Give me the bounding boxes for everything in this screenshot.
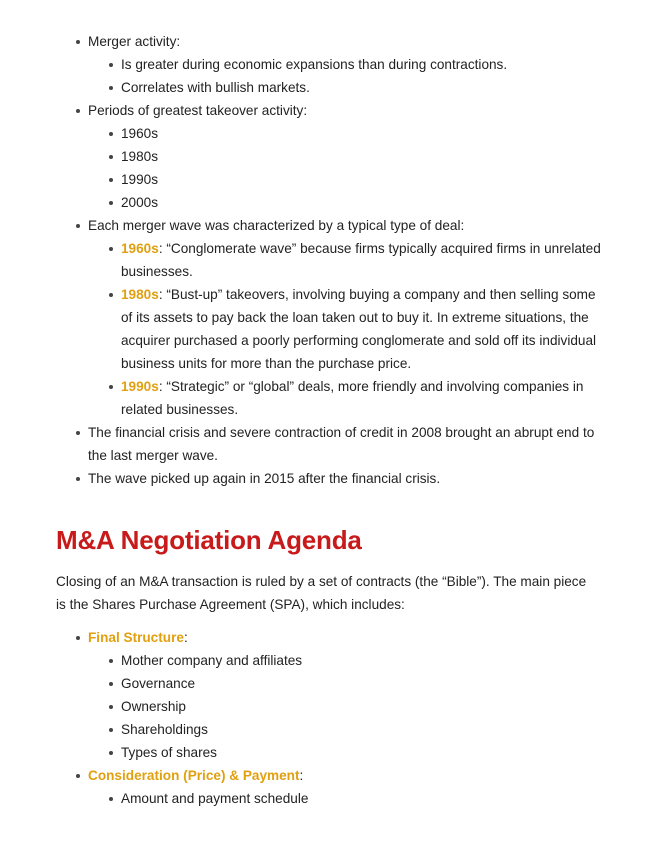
- final-structure-sublist: [121, 649, 608, 764]
- consideration-sublist: [121, 787, 608, 810]
- wave-description: : “Conglomerate wave” because firms typically acquired firms in unrelated businesses.: [121, 241, 601, 279]
- merger-activity-sublist: [121, 53, 608, 99]
- periods-sublist: [121, 122, 608, 214]
- wave-description: : “Strategic” or “global” deals, more friendly and involving companies in related businesses.: [121, 379, 584, 417]
- list-item: Is greater during economic expansions than during contractions.: [121, 53, 608, 76]
- list-item: 1960s: [121, 122, 608, 145]
- final-structure-label: Final Structure: [88, 630, 184, 645]
- list-item: Types of shares: [121, 741, 608, 764]
- wave-term: 1980s: [121, 287, 159, 302]
- list-item: [88, 214, 608, 421]
- agenda-list: [88, 626, 608, 810]
- list-item: [88, 764, 608, 810]
- merger-facts-list: [88, 30, 608, 490]
- list-item: 1980s: [121, 145, 608, 168]
- wave-description: : “Bust-up” takeovers, involving buying a company and then selling some of its assets to pay back the loan taken out to buy it. In extreme situations, the acquirer purchased a poorly performing conglomerate and sold off its individual business units for more than the purchase price.: [121, 287, 597, 371]
- list-item: [121, 375, 608, 421]
- intro-paragraph: Closing of an M&A transaction is ruled by a set of contracts (the “Bible”). The main piece is the Shares Purchase Agreement (SPA), which includes:: [56, 574, 587, 612]
- list-item: Amount and payment schedule: [121, 787, 608, 810]
- wave-term: 1960s: [121, 241, 159, 256]
- list-item: 2000s: [121, 191, 608, 214]
- list-item: [88, 626, 608, 764]
- consideration-label: Consideration (Price) & Payment: [88, 768, 300, 783]
- list-item: The financial crisis and severe contraction of credit in 2008 brought an abrupt end to the last merger wave.: [88, 421, 608, 467]
- list-item: [88, 99, 608, 214]
- list-item: Governance: [121, 672, 608, 695]
- list-item: [121, 283, 608, 375]
- merger-activity-label: Merger activity:: [88, 34, 181, 49]
- wave-term: 1990s: [121, 379, 159, 394]
- label-colon: :: [299, 768, 304, 783]
- list-item: Ownership: [121, 695, 608, 718]
- waves-sublist: [121, 237, 608, 421]
- list-item: Correlates with bullish markets.: [121, 76, 608, 99]
- periods-label: Periods of greatest takeover activity:: [88, 103, 308, 118]
- section-heading: M&A Negotiation Agenda: [56, 525, 362, 555]
- list-item: Mother company and affiliates: [121, 649, 608, 672]
- list-item: The wave picked up again in 2015 after the financial crisis.: [88, 467, 608, 490]
- list-item: [88, 30, 608, 99]
- list-item: 1990s: [121, 168, 608, 191]
- list-item: [121, 237, 608, 283]
- list-item: Shareholdings: [121, 718, 608, 741]
- label-colon: :: [183, 630, 188, 645]
- waves-label: Each merger wave was characterized by a typical type of deal:: [88, 218, 465, 233]
